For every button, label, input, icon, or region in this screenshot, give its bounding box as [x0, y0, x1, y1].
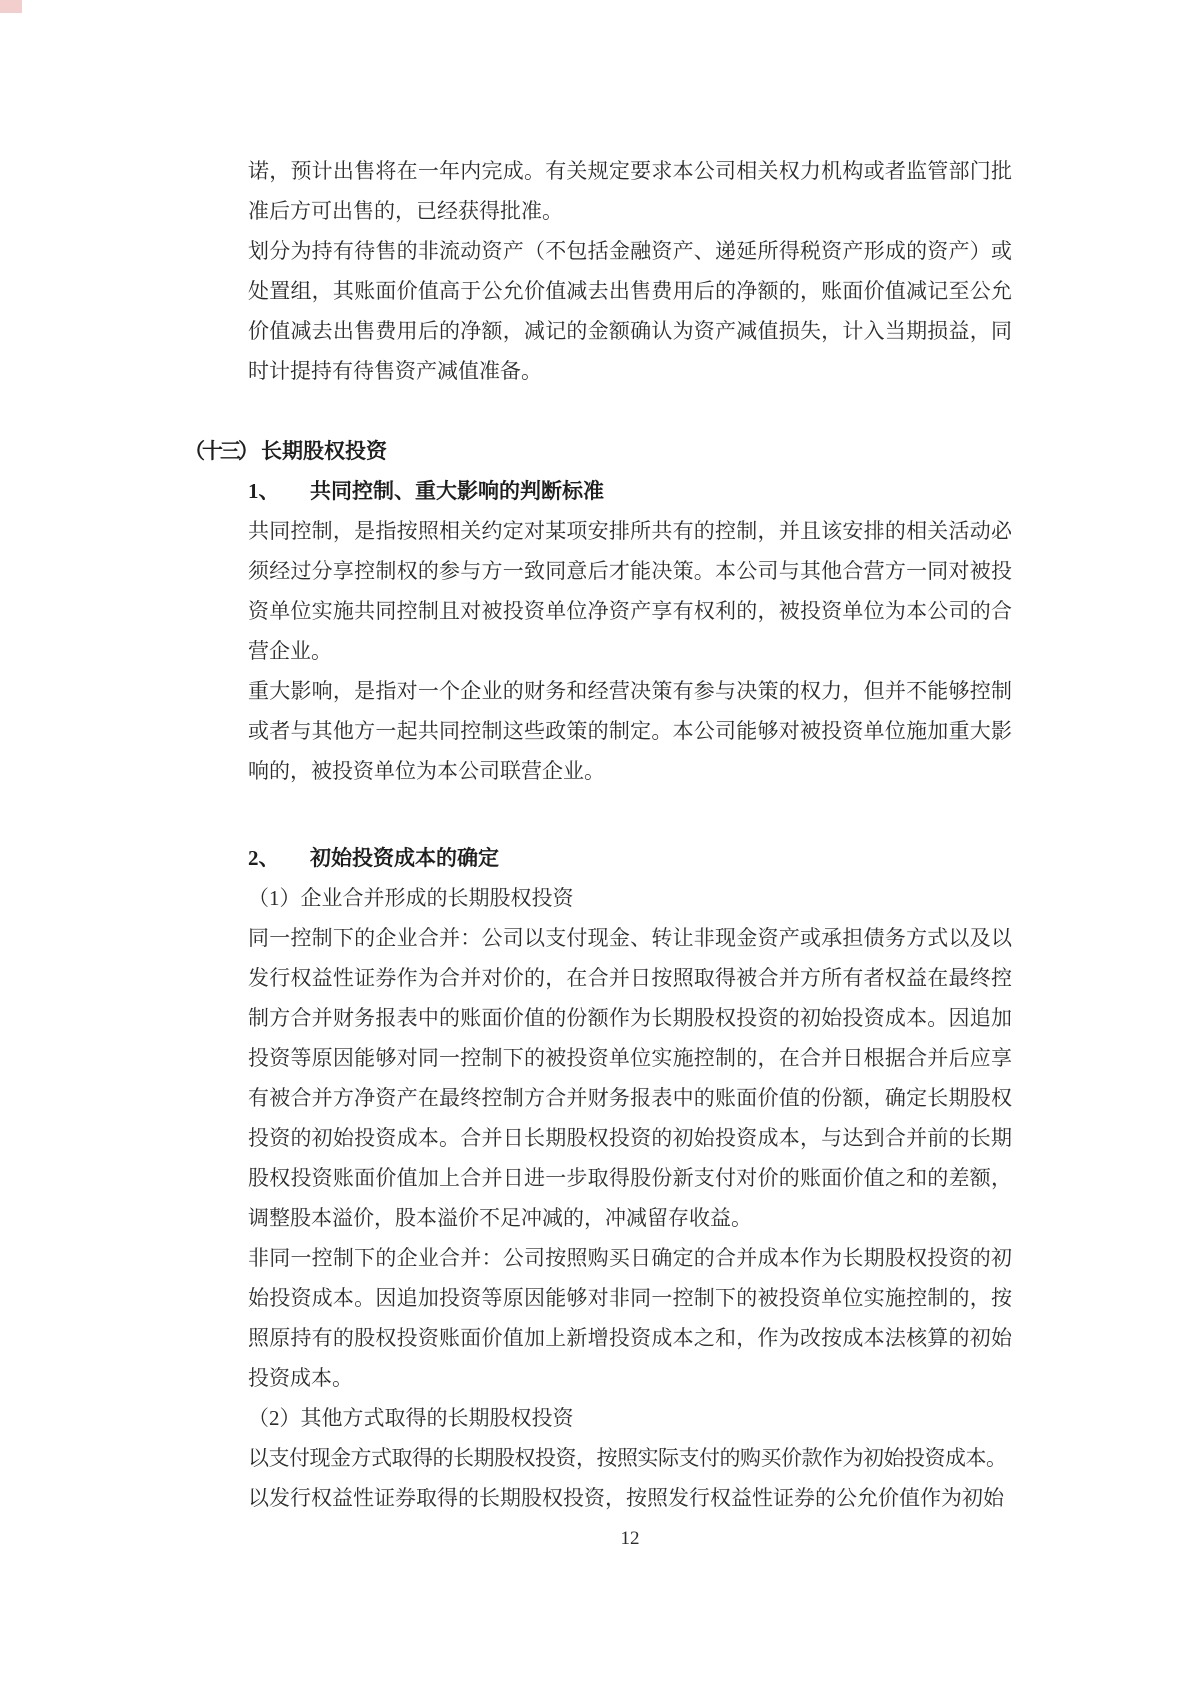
- paragraph-held-for-sale: 划分为持有待售的非流动资产（不包括金融资产、递延所得税资产形成的资产）或处置组，其账面价值高于公允价值减去出售费用后的净额的，账面价值减记至公允价值减去出售费用后的净额，减记的金额确认为资产减值损失，计入当期损益，同时计提持有待售资产减值准备。: [248, 239, 1012, 383]
- subsection-title: 共同控制、重大影响的判断标准: [310, 479, 604, 503]
- section-heading-13: [184, 431, 1012, 471]
- section-title: 长期股权投资: [261, 439, 387, 463]
- paragraph-cash-acquisition: 以支付现金方式取得的长期股权投资，按照实际支付的购买价款作为初始投资成本。: [248, 1446, 1007, 1470]
- item-heading-2: （2）其他方式取得的长期股权投资: [248, 1406, 574, 1430]
- subsection-title: 初始投资成本的确定: [310, 846, 499, 870]
- page-number: 12: [620, 1528, 640, 1549]
- paragraph-continuation: 诺，预计出售将在一年内完成。有关规定要求本公司相关权力机构或者监管部门批准后方可出售的，已经获得批准。: [248, 159, 1012, 223]
- item-heading-1: （1）企业合并形成的长期股权投资: [248, 886, 574, 910]
- subsection-number: 2、: [248, 846, 280, 870]
- paragraph-same-control-merger: 同一控制下的企业合并：公司以支付现金、转让非现金资产或承担债务方式以及以发行权益性证券作为合并对价的，在合并日按照取得被合并方所有者权益在最终控制方合并财务报表中的账面价值的份额作为长期股权投资的初始投资成本。因追加投资等原因能够对同一控制下的被投资单位实施控制的，在合并日根据合并后应享有被合并方净资产在最终控制方合并财务报表中的账面价值的份额，确定长期股权投资的初始投资成本。合并日长期股权投资的初始投资成本，与达到合并前的长期股权投资账面价值加上合并日进一步取得股份新支付对价的账面价值之和的差额，调整股本溢价，股本溢价不足冲减的，冲减留存收益。: [248, 926, 1012, 1230]
- subsection-heading-2: [248, 838, 1012, 878]
- paragraph-joint-control: 共同控制，是指按照相关约定对某项安排所共有的控制，并且该安排的相关活动必须经过分享控制权的参与方一致同意后才能决策。本公司与其他合营方一同对被投资单位实施共同控制且对被投资单位净资产享有权利的，被投资单位为本公司的合营企业。: [248, 519, 1012, 663]
- section-marker: （十三）: [184, 439, 256, 463]
- paragraph-equity-securities: 以发行权益性证券取得的长期股权投资，按照发行权益性证券的公允价值作为初始: [248, 1486, 1004, 1510]
- subsection-number: 1、: [248, 479, 280, 503]
- document-content: [184, 151, 1012, 1518]
- scan-artifact-mark: [0, 0, 22, 13]
- subsection-heading-1: [248, 471, 1012, 511]
- paragraph-non-same-control-merger: 非同一控制下的企业合并：公司按照购买日确定的合并成本作为长期股权投资的初始投资成本。因追加投资等原因能够对非同一控制下的被投资单位实施控制的，按照原持有的股权投资账面价值加上新增投资成本之和，作为改按成本法核算的初始投资成本。: [248, 1246, 1012, 1390]
- paragraph-significant-influence: 重大影响，是指对一个企业的财务和经营决策有参与决策的权力，但并不能够控制或者与其他方一起共同控制这些政策的制定。本公司能够对被投资单位施加重大影响的，被投资单位为本公司联营企业。: [248, 679, 1012, 783]
